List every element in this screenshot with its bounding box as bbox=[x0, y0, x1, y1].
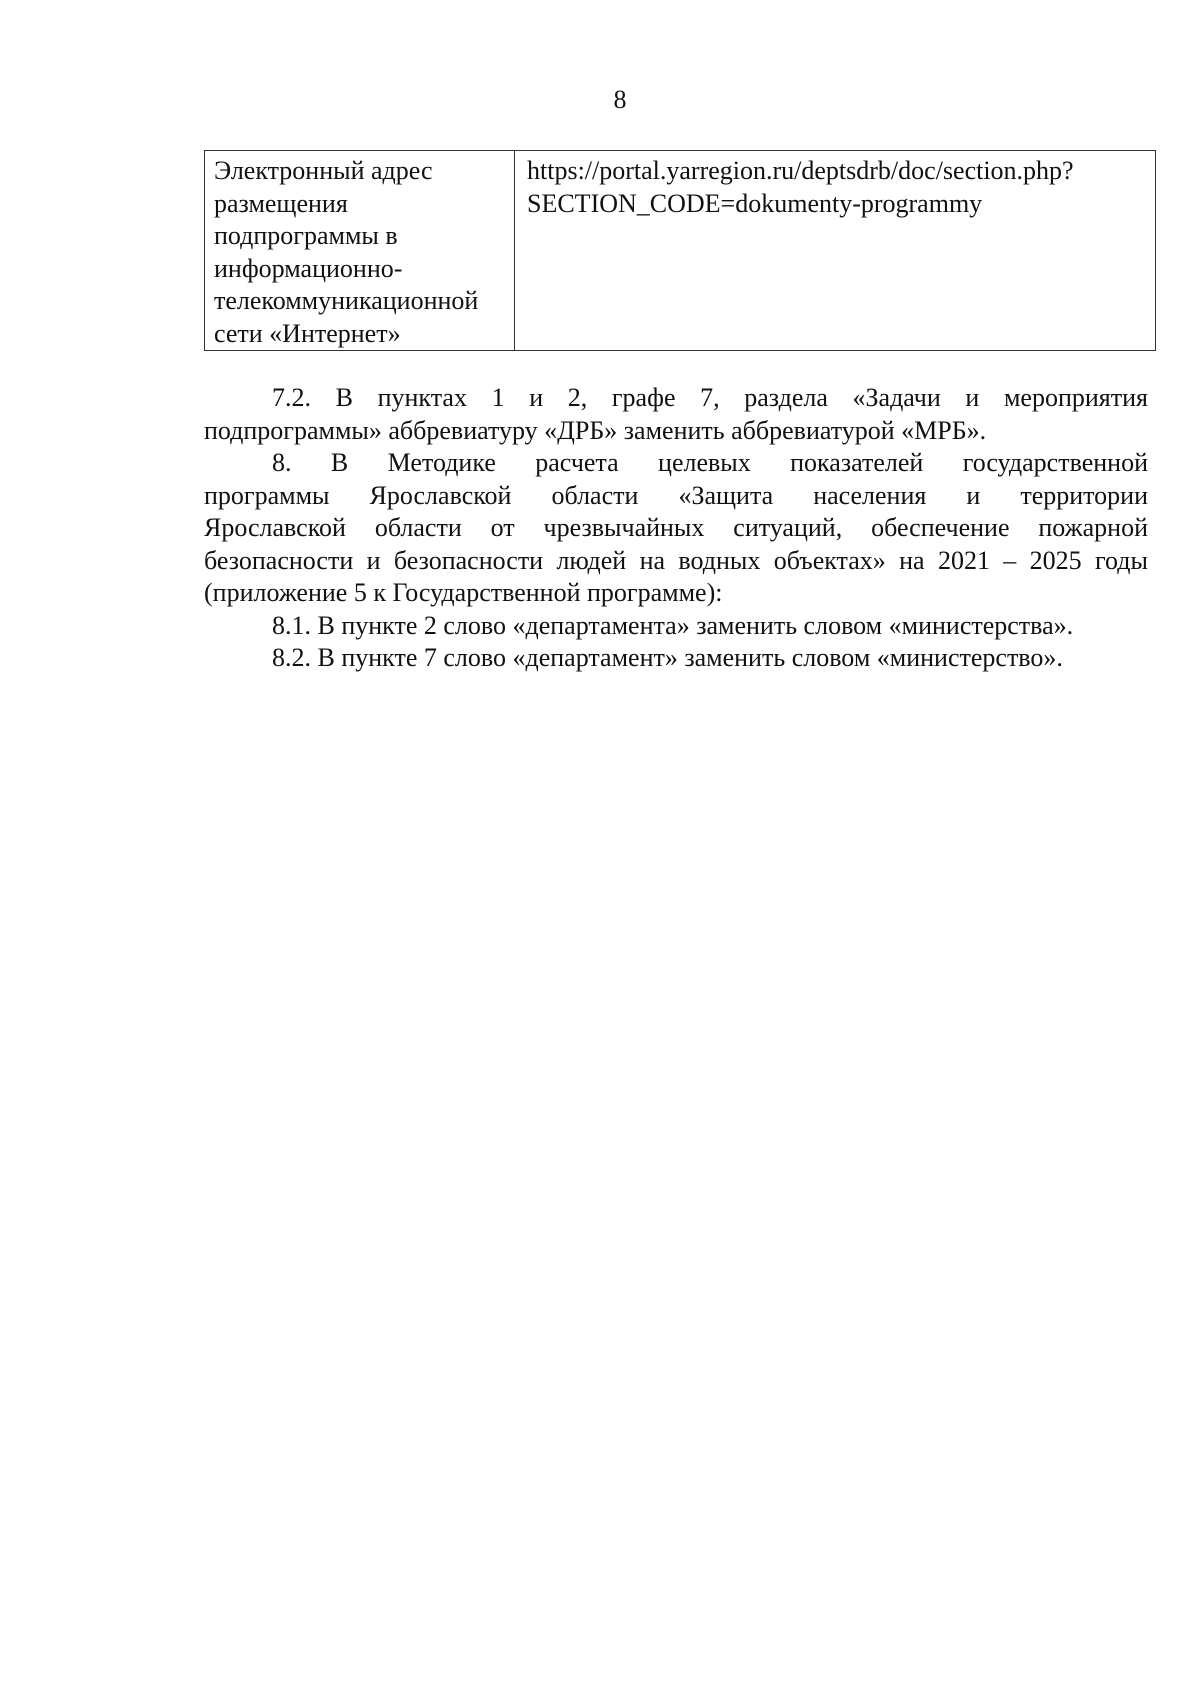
table-url-line: SECTION_CODE=dokumenty-programmy bbox=[527, 188, 983, 218]
table-label-line: информационно- bbox=[214, 253, 403, 283]
paragraph-8-2 bbox=[204, 642, 1148, 675]
page-number: 8 bbox=[613, 85, 627, 114]
info-table bbox=[204, 150, 1156, 351]
paragraph-8 bbox=[204, 447, 1148, 610]
table-row bbox=[205, 151, 1156, 351]
paragraph-line: 8. В Методике расчета целевых показателей государственной bbox=[272, 448, 1148, 477]
paragraph-line: безопасности и безопасности людей на водных объектах» на 2021 – 2025 годы bbox=[204, 545, 1148, 575]
paragraph-line: программы Ярославской области «Защита населения и территории bbox=[204, 480, 1148, 510]
table-url-line: https://portal.yarregion.ru/deptsdrb/doc/section.php? bbox=[527, 156, 1074, 185]
paragraph-line: 8.2. В пункте 7 слово «департамент» заменить словом «министерство». bbox=[272, 643, 1063, 672]
table-label-line: сети «Интернет» bbox=[214, 318, 401, 348]
paragraph-line: (приложение 5 к Государственной программе): bbox=[204, 578, 723, 607]
paragraph-8-1 bbox=[204, 610, 1148, 643]
table-label-line: телекоммуникационной bbox=[214, 286, 479, 315]
body-text bbox=[204, 382, 1148, 675]
table-label-cell bbox=[205, 151, 515, 351]
table-label-line: Электронный адрес bbox=[214, 156, 433, 185]
table-value-cell bbox=[515, 151, 1156, 351]
paragraph-line: 7.2. В пунктах 1 и 2, графе 7, раздела «Задачи и мероприятия bbox=[272, 383, 1148, 412]
paragraph-7-2 bbox=[204, 382, 1148, 447]
paragraph-line: подпрограммы» аббревиатуру «ДРБ» заменить аббревиатурой «МРБ». bbox=[204, 415, 987, 445]
table-label-line: размещения bbox=[214, 188, 348, 218]
table-label-line: подпрограммы в bbox=[214, 221, 398, 250]
paragraph-line: Ярославской области от чрезвычайных ситуаций, обеспечение пожарной bbox=[204, 513, 1148, 542]
paragraph-line: 8.1. В пункте 2 слово «департамента» заменить словом «министерства». bbox=[272, 610, 1074, 640]
